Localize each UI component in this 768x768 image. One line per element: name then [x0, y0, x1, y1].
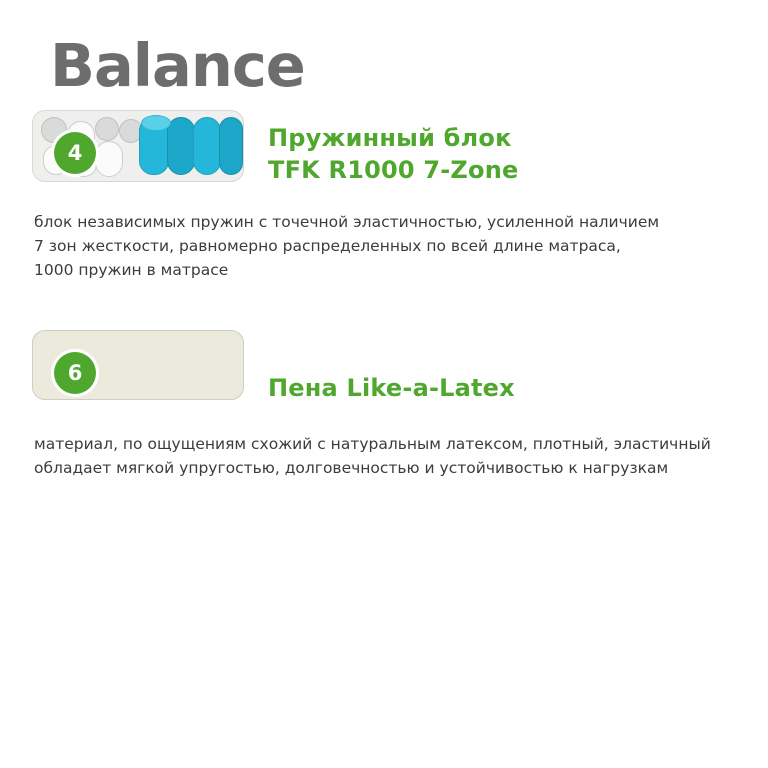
spring-unit-icon	[193, 117, 221, 175]
spring-unit-icon	[95, 117, 119, 141]
feature-thumbnail-spring	[32, 110, 244, 182]
description-line: блок независимых пружин с точечной эластичностью, усиленной наличием	[34, 213, 660, 231]
spring-unit-icon	[95, 141, 123, 177]
feature-number-badge: 4	[54, 132, 96, 174]
feature-heading-line-1: Пружинный блок	[268, 124, 512, 152]
description-line: 1000 пружин в матрасе	[34, 261, 229, 280]
feature-description-spring	[34, 210, 746, 282]
description-line: материал, по ощущениям схожий с натуральным латексом, плотный, эластичный	[34, 435, 711, 453]
feature-number-badge: 6	[54, 352, 96, 394]
feature-thumbnail-foam	[32, 330, 244, 400]
description-line: обладает мягкой упругостью, долговечностью и устойчивостью к нагрузкам	[34, 459, 669, 478]
spring-cap-icon	[141, 115, 171, 131]
page-title: Balance	[50, 31, 305, 100]
spring-unit-icon	[219, 117, 243, 175]
feature-heading-line-2: TFK R1000 7-Zone	[268, 156, 519, 185]
feature-heading-spring	[268, 122, 518, 187]
feature-description-foam	[34, 432, 746, 480]
spring-unit-icon	[167, 117, 195, 175]
description-line: 7 зон жесткости, равномерно распределенных по всей длине матраса,	[34, 237, 621, 256]
feature-heading-foam: Пена Like-a-Latex	[268, 374, 515, 402]
